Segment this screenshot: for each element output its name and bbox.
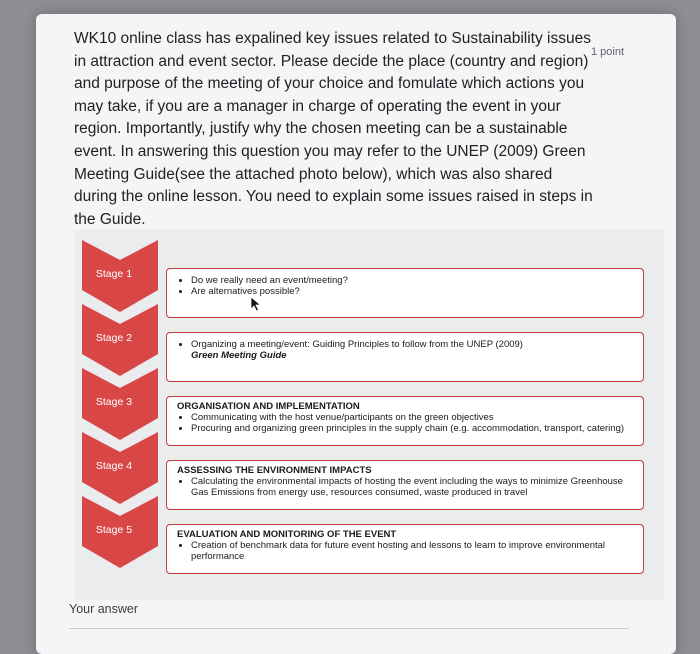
stage-heading: ORGANISATION AND IMPLEMENTATION <box>177 401 360 412</box>
stage-bullet-list <box>177 540 633 562</box>
stage-bullet-list <box>177 275 633 297</box>
stage-chevron-4 <box>80 432 166 506</box>
stage-box-3 <box>166 396 644 446</box>
stage-chevron-2 <box>80 304 166 378</box>
question-block <box>74 28 594 231</box>
stage-box-2 <box>166 332 644 382</box>
question-text: WK10 online class has expalined key issues related to Sustainability issues in attraction and event sector. Please decide the place (country and region) and purpose of the meeting of your choice and fomulate which actions you may take, if you are a manager in charge of operating the event in your region. Importantly, justify why the chosen meeting can be a sustainable event. In answering this question you may refer to the UNEP (2009) Green Meeting Guide(see the attached photo below), which was also shared during the online lesson. You need to explain some issues raised in steps in the Guide. <box>74 30 593 228</box>
stage-label: Stage 4 <box>95 460 133 472</box>
stage-chevron-1 <box>80 240 166 314</box>
mouse-cursor-icon <box>250 296 262 312</box>
stage-bullet: • Do we really need an event/meeting? <box>191 275 633 286</box>
stage-label: Stage 5 <box>95 524 133 536</box>
stage-bullet: • Calculating the environmental impacts of hosting the event including the ways to minimize Greenhouse Gas Emissions from energy use, resources consumed, waste produced in travel <box>191 476 633 498</box>
stage-bullet: • Procuring and organizing green principles in the supply chain (e.g. accommodation, transport, catering) <box>191 423 633 434</box>
stage-chevron-5 <box>80 496 166 570</box>
question-card <box>36 14 676 654</box>
stage-box-1 <box>166 268 644 318</box>
stage-heading: ASSESSING THE ENVIRONMENT IMPACTS <box>177 465 372 476</box>
stage-chevron-3 <box>80 368 166 442</box>
stage-box-5 <box>166 524 644 574</box>
stage-bullet: • Organizing a meeting/event: Guiding Principles to follow from the UNEP (2009) <box>191 339 633 350</box>
stage-bullet: • Are alternatives possible? <box>191 286 633 297</box>
stage-label: Stage 1 <box>95 268 133 280</box>
stage-box-4 <box>166 460 644 510</box>
stage-bullet: • Creation of benchmark data for future event hosting and lessons to learn to improve environmental performance <box>191 540 633 562</box>
green-meeting-guide-figure <box>74 230 664 600</box>
stage-bullet-list <box>177 476 633 498</box>
answer-underline <box>69 628 629 629</box>
stage-bullet-list <box>177 412 633 434</box>
stage-emphasis: Green Meeting Guide <box>191 350 287 361</box>
points-label: 1 point <box>591 46 625 58</box>
stage-bullet-list <box>177 339 633 350</box>
stage-bullet: • Communicating with the host venue/participants on the green objectives <box>191 412 633 423</box>
stage-label: Stage 3 <box>95 396 133 408</box>
answer-input[interactable]: Your answer <box>69 602 139 616</box>
stage-heading: EVALUATION AND MONITORING OF THE EVENT <box>177 529 397 540</box>
stage-label: Stage 2 <box>95 332 133 344</box>
